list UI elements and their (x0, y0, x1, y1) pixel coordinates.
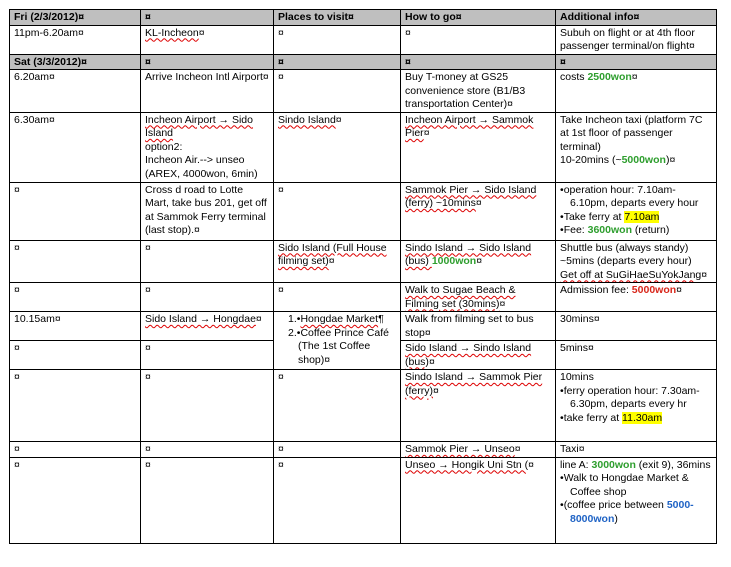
list-item: 1.•Hongdae Market¶ (288, 313, 384, 325)
cell-time[interactable]: ¤ (10, 370, 141, 442)
table-row (10, 112, 717, 182)
cell-info[interactable]: Take Incheon taxi (platform 7C at 1st floor of passenger terminal) 10-20mins (~5000won)¤ (556, 112, 717, 182)
cell-how[interactable]: Walk from filming set to bus stop¤ (401, 312, 556, 341)
cell-info[interactable] (556, 182, 717, 240)
cell-info[interactable]: Admission fee: 5000won¤ (556, 283, 717, 312)
cell-time[interactable]: ¤ (10, 442, 141, 458)
cell-route[interactable]: ¤ (141, 442, 274, 458)
cell-time[interactable]: ¤ (10, 240, 141, 283)
route-line: option2: (145, 140, 183, 153)
table-row (10, 182, 717, 240)
list-item: •Walk to Hongdae Market & Coffee shop (560, 472, 689, 498)
header-cell-blank[interactable]: ¤ (556, 54, 717, 70)
cell-places[interactable]: Sindo Island¤ (274, 112, 401, 182)
cell-how[interactable]: Walk to Sugae Beach & Filming set (30mins)¤ (401, 283, 556, 312)
cell-places[interactable]: ¤ (274, 442, 401, 458)
header-cell-date[interactable]: Sat (3/3/2012)¤ (10, 54, 141, 70)
itinerary-table (9, 9, 717, 544)
header-cell-how[interactable]: How to go¤ (401, 10, 556, 26)
cell-route[interactable]: Sido Island → Hongdae¤ (141, 312, 274, 341)
cell-route[interactable]: ¤ (141, 370, 274, 442)
cell-time[interactable]: 6.20am¤ (10, 70, 141, 113)
cell-route[interactable]: Cross d road to Lotte Mart, take bus 201, get off at Sammok Ferry terminal (last stop).¤ (141, 182, 274, 240)
header-cell-places[interactable]: Places to visit¤ (274, 10, 401, 26)
cell-places[interactable]: ¤ (274, 283, 401, 312)
list-item: •(coffee price between 5000-8000won) (560, 499, 694, 525)
cell-time[interactable]: 11pm-6.20am¤ (10, 25, 141, 54)
header-cell-blank[interactable]: ¤ (141, 54, 274, 70)
cell-time[interactable]: 10.15am¤ (10, 312, 141, 341)
cell-places[interactable]: ¤ (274, 370, 401, 442)
list-item: •Fee: 3600won (return) (560, 224, 670, 236)
table-row (10, 442, 717, 458)
cell-time[interactable]: ¤ (10, 341, 141, 370)
cell-route[interactable]: ¤ (141, 457, 274, 543)
list-item: •ferry operation hour: 7.30am-6.30pm, departs every hr (560, 384, 700, 410)
cell-how[interactable]: Sammok Pier → Sido Island (ferry) ~10mins¤ (401, 182, 556, 240)
table-row (10, 283, 717, 312)
route-line: Incheon Air.--> unseo (AREX, 4000won, 6min) (145, 154, 258, 180)
header-cell-blank[interactable]: ¤ (401, 54, 556, 70)
table-row (10, 457, 717, 543)
cell-places[interactable]: ¤ (274, 182, 401, 240)
cell-places[interactable]: ¤ (274, 70, 401, 113)
cell-how[interactable]: Buy T-money at GS25 convenience store (B1/B3 transportation Center)¤ (401, 70, 556, 113)
cell-how[interactable]: Sindo Island → Sido Island (bus) 1000won¤ (401, 240, 556, 283)
table-header-row (10, 54, 717, 70)
cell-how[interactable]: Incheon Airport → Sammok Pier¤ (401, 112, 556, 182)
cell-info[interactable]: line A: 3000won (exit 9), 36mins •Walk to Hongdae Market & Coffee shop •(coffee price between 5000-8000won) (556, 457, 717, 543)
cell-info[interactable]: costs 2500won¤ (556, 70, 717, 113)
cell-info[interactable]: Shuttle bus (always standy) ~5mins (departs every hour) Get off at SuGiHaeSuYokJang¤ (556, 240, 717, 283)
list-item: •operation hour: 7.10am-6.10pm, departs every hour (560, 183, 699, 209)
route-line: Incheon Airport → Sido Island (145, 113, 253, 139)
cell-info[interactable]: 30mins¤ (556, 312, 717, 341)
table-row (10, 25, 717, 54)
cell-route[interactable]: ¤ (141, 240, 274, 283)
cell-how[interactable]: Unseo → Hongik Uni Stn (¤ (401, 457, 556, 543)
cell-time[interactable]: ¤ (10, 457, 141, 543)
table-row (10, 312, 717, 341)
cell-how[interactable]: Sido Island → Sindo Island (bus)¤ (401, 341, 556, 370)
cell-places[interactable] (274, 312, 401, 370)
cell-how[interactable]: Sammok Pier → Unseo¤ (401, 442, 556, 458)
cell-places[interactable]: ¤ (274, 457, 401, 543)
header-cell-info[interactable]: Additional info¤ (556, 10, 717, 26)
list-item: 2.•Coffee Prince Café (The 1st Coffee shop)¤ (288, 326, 389, 366)
cell-route[interactable]: ¤ (141, 341, 274, 370)
table-row (10, 370, 717, 442)
table-row (10, 240, 717, 283)
cell-info[interactable]: 5mins¤ (556, 341, 717, 370)
cell-info[interactable]: 10mins •ferry operation hour: 7.30am-6.30pm, departs every hr •take ferry at 11.30am (556, 370, 717, 442)
cell-route[interactable]: ¤ (141, 283, 274, 312)
cell-route[interactable] (141, 112, 274, 182)
cell-how[interactable]: ¤ (401, 25, 556, 54)
list-item: •take ferry at 11.30am (560, 411, 663, 424)
header-cell-date[interactable]: Fri (2/3/2012)¤ (10, 10, 141, 26)
table-header-row (10, 10, 717, 26)
header-cell-blank[interactable]: ¤ (141, 10, 274, 26)
header-cell-blank[interactable]: ¤ (274, 54, 401, 70)
cell-route[interactable]: KL-Incheon¤ (141, 25, 274, 54)
cell-route[interactable]: Arrive Incheon Intl Airport¤ (141, 70, 274, 113)
table-row (10, 70, 717, 113)
cell-time[interactable]: ¤ (10, 283, 141, 312)
cell-places[interactable]: Sido Island (Full House filming set)¤ (274, 240, 401, 283)
list-item: •Take ferry at 7.10am (560, 210, 660, 223)
cell-info[interactable]: Subuh on flight or at 4th floor passenger terminal/on flight¤ (556, 25, 717, 54)
cell-how[interactable]: Sindo Island → Sammok Pier (ferry)¤ (401, 370, 556, 442)
cell-time[interactable]: ¤ (10, 182, 141, 240)
cell-time[interactable]: 6.30am¤ (10, 112, 141, 182)
cell-info[interactable]: Taxi¤ (556, 442, 717, 458)
cell-places[interactable]: ¤ (274, 25, 401, 54)
